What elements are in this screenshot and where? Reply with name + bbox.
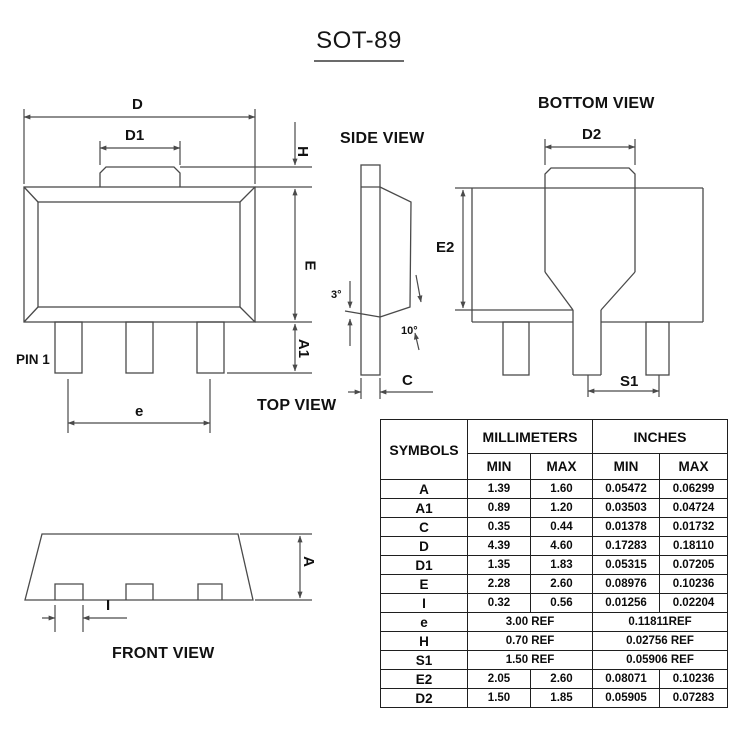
value-cell: 0.06299: [660, 480, 728, 499]
table-row: [381, 537, 728, 556]
value-cell: 0.10236: [660, 670, 728, 689]
dim-label-a1: A1: [295, 338, 313, 359]
value-cell: 0.05315: [593, 556, 660, 575]
dim-label-d2: D2: [582, 126, 602, 143]
dim-label-a: A: [299, 556, 317, 567]
value-cell: 0.35: [468, 518, 531, 537]
col-header-mm-max: MAX: [531, 454, 593, 480]
value-cell: 0.05472: [593, 480, 660, 499]
heat-tab-outline: [545, 168, 635, 272]
table-row: [381, 670, 728, 689]
heat-tab-outline: [100, 167, 180, 187]
value-cell: 0.04724: [660, 499, 728, 518]
left-pin: [503, 322, 529, 375]
bottom-view-dimension-lines: [455, 139, 659, 397]
symbol-cell: A: [381, 480, 468, 499]
value-cell: 0.05906 REF: [593, 651, 728, 670]
table-row: [381, 651, 728, 670]
table-row: [381, 575, 728, 594]
front-view-package-outline: [25, 534, 253, 600]
value-cell: 0.08976: [593, 575, 660, 594]
table-row: [381, 518, 728, 537]
value-cell: 2.05: [468, 670, 531, 689]
dim-label-pitch-e: e: [135, 403, 144, 420]
symbol-cell: E: [381, 575, 468, 594]
value-cell: 1.60: [531, 480, 593, 499]
symbol-cell: D2: [381, 689, 468, 708]
col-header-in-max: MAX: [660, 454, 728, 480]
pin-3: [197, 322, 224, 373]
table-row: [381, 594, 728, 613]
col-header-in-min: MIN: [593, 454, 660, 480]
value-cell: 2.60: [531, 670, 593, 689]
top-view-label: TOP VIEW: [257, 397, 337, 414]
dim-label-e2: E2: [436, 239, 455, 256]
front-view-label: FRONT VIEW: [112, 645, 215, 662]
value-cell: 1.39: [468, 480, 531, 499]
value-cell: 0.11811REF: [593, 613, 728, 632]
side-view-label: SIDE VIEW: [340, 130, 425, 147]
symbol-cell: D1: [381, 556, 468, 575]
table-row: [381, 613, 728, 632]
dim-label-d: D: [132, 96, 143, 113]
pin-1: [55, 584, 83, 600]
value-cell: 0.70 REF: [468, 632, 593, 651]
value-cell: 0.18110: [660, 537, 728, 556]
pin-2: [126, 322, 153, 373]
symbol-cell: I: [381, 594, 468, 613]
value-cell: 1.85: [531, 689, 593, 708]
angle-10deg-label: 10°: [401, 325, 418, 337]
body-profile: [380, 187, 411, 317]
value-cell: 0.10236: [660, 575, 728, 594]
dim-label-h: H: [293, 146, 311, 157]
value-cell: 0.32: [468, 594, 531, 613]
symbol-cell: S1: [381, 651, 468, 670]
value-cell: 1.35: [468, 556, 531, 575]
front-view-dimension-lines: [42, 534, 312, 632]
symbol-cell: e: [381, 613, 468, 632]
dim-label-d1: D1: [125, 127, 145, 144]
table-row: [381, 556, 728, 575]
page-title: SOT-89: [314, 27, 404, 62]
col-header-mm-min: MIN: [468, 454, 531, 480]
table-row: [381, 499, 728, 518]
value-cell: 4.39: [468, 537, 531, 556]
value-cell: 0.02756 REF: [593, 632, 728, 651]
dim-label-c: C: [402, 372, 413, 389]
right-pin: [646, 322, 669, 375]
symbol-cell: E2: [381, 670, 468, 689]
value-cell: 0.56: [531, 594, 593, 613]
table-row: [381, 480, 728, 499]
value-cell: 0.08071: [593, 670, 660, 689]
bottom-view-package-outline: [472, 168, 703, 375]
col-header-millimeters: MILLIMETERS: [468, 420, 593, 454]
value-cell: 0.01732: [660, 518, 728, 537]
bottom-view-label: BOTTOM VIEW: [538, 95, 655, 112]
value-cell: 0.01378: [593, 518, 660, 537]
pin1-label: PIN 1: [16, 352, 50, 367]
top-view-dimension-lines: [24, 109, 312, 433]
angle-3deg-label: 3°: [331, 289, 342, 301]
dim-label-s1: S1: [620, 373, 639, 390]
value-cell: 2.28: [468, 575, 531, 594]
value-cell: 2.60: [531, 575, 593, 594]
value-cell: 0.01256: [593, 594, 660, 613]
value-cell: 0.07283: [660, 689, 728, 708]
top-view-drawing: [0, 95, 335, 440]
symbol-cell: C: [381, 518, 468, 537]
table-row: [381, 632, 728, 651]
value-cell: 0.17283: [593, 537, 660, 556]
value-cell: 1.50: [468, 689, 531, 708]
top-view-package-outline: [24, 167, 255, 373]
value-cell: 4.60: [531, 537, 593, 556]
dimension-table: [380, 419, 728, 708]
pin-1: [55, 322, 82, 373]
side-view-package-outline: [345, 165, 411, 375]
value-cell: 1.50 REF: [468, 651, 593, 670]
dim-label-e-body: E: [301, 260, 319, 271]
pin-2: [126, 584, 153, 600]
body-profile: [25, 534, 253, 600]
value-cell: 3.00 REF: [468, 613, 593, 632]
symbol-cell: H: [381, 632, 468, 651]
value-cell: 1.83: [531, 556, 593, 575]
value-cell: 0.89: [468, 499, 531, 518]
value-cell: 1.20: [531, 499, 593, 518]
bottom-view-drawing: [430, 120, 745, 400]
col-header-inches: INCHES: [593, 420, 728, 454]
table-row: [381, 689, 728, 708]
value-cell: 0.02204: [660, 594, 728, 613]
value-cell: 0.03503: [593, 499, 660, 518]
symbol-cell: A1: [381, 499, 468, 518]
dim-label-i: I: [106, 597, 111, 614]
value-cell: 0.07205: [660, 556, 728, 575]
lead-profile: [361, 165, 380, 375]
value-cell: 0.44: [531, 518, 593, 537]
value-cell: 0.05905: [593, 689, 660, 708]
col-header-symbols: SYMBOLS: [381, 420, 468, 480]
pin-3: [198, 584, 222, 600]
symbol-cell: D: [381, 537, 468, 556]
